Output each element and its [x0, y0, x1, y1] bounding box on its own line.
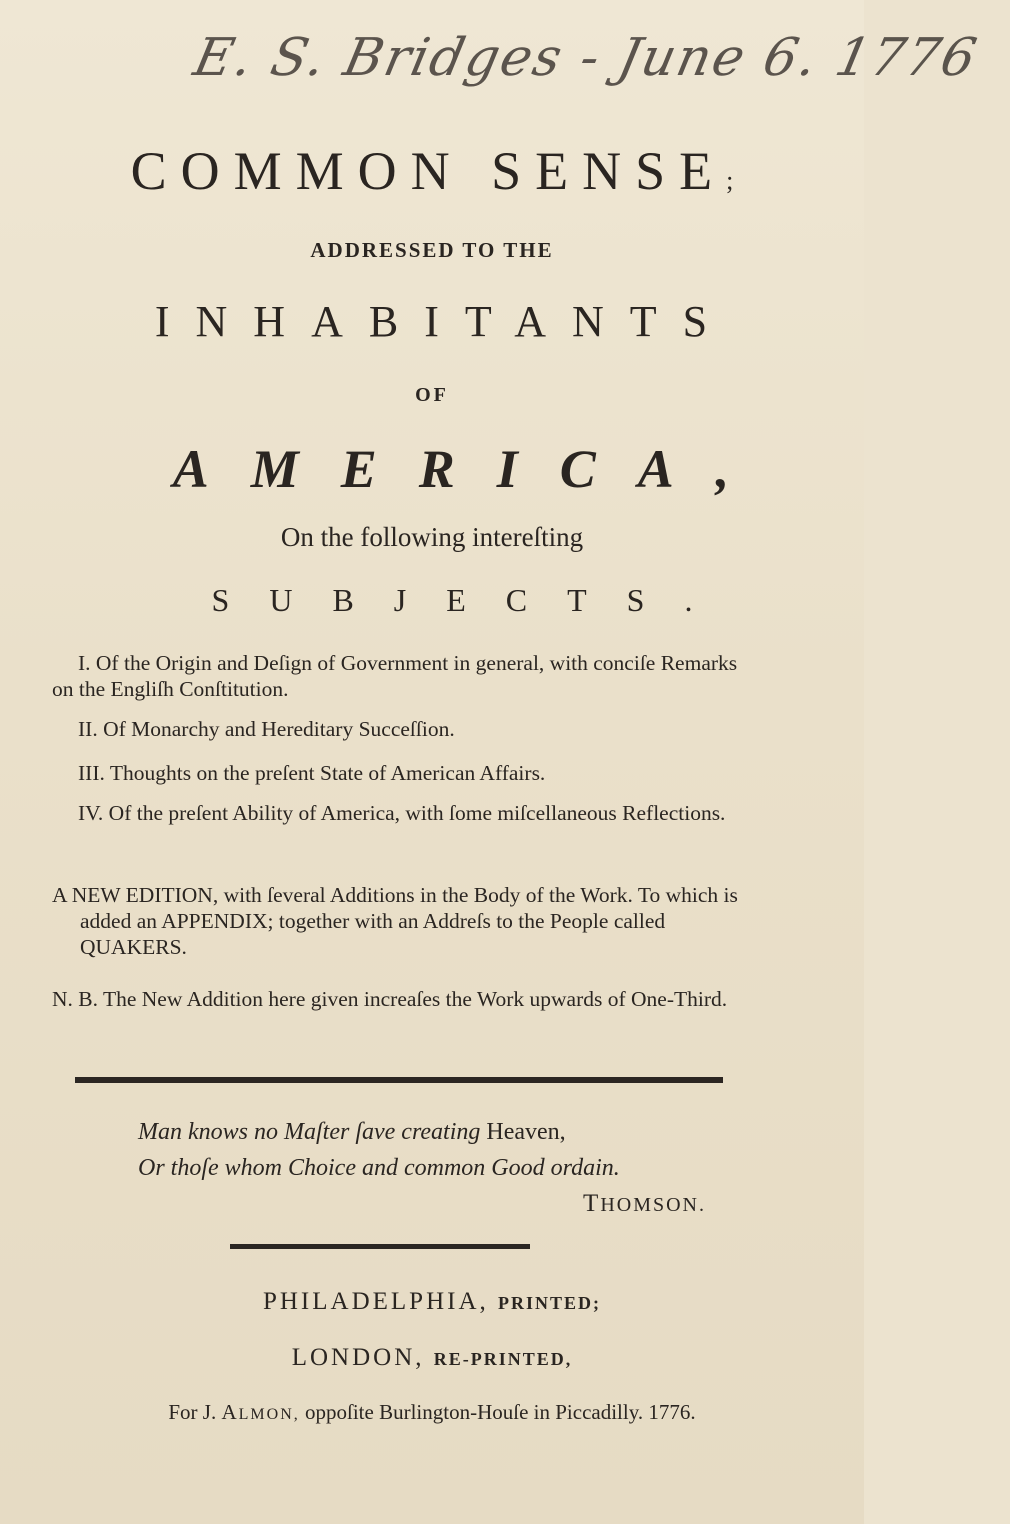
book-title: [0, 140, 864, 202]
publisher-name: [221, 1400, 299, 1424]
attribution-initial: T: [583, 1190, 601, 1217]
motto-line-1-roman: Heaven,: [486, 1119, 566, 1145]
addressed-line: ADDRESSED TO THE: [310, 238, 554, 262]
imprint-for: For J.: [168, 1400, 217, 1424]
imprint-city-1: PHILADELPHIA,: [262, 1288, 489, 1315]
inhabitants-line: INHABITANTS: [154, 297, 734, 346]
subjects-heading: SUBJECTS.: [211, 582, 733, 618]
america-line: AMERICA,: [172, 439, 772, 499]
imprint-philadelphia: [0, 1288, 864, 1316]
imprint-city-1-note: PRINTED;: [498, 1293, 602, 1313]
contents-item-2: II. Of Monarchy and Hereditary Succeſſion.: [78, 717, 455, 741]
contents-item-3: III. Thoughts on the preſent State of American Affairs.: [78, 761, 546, 785]
attribution-rest: HOMSON.: [600, 1194, 706, 1216]
publisher-rest: LMON,: [238, 1406, 300, 1423]
nb-note: N. B. The New Addition here given increaſes the Work upwards of One-Third.: [52, 987, 728, 1011]
handwritten-inscription: E. S. Bridges - June 6. 1776: [188, 28, 984, 88]
contents-item-4: IV. Of the preſent Ability of America, with ſome miſcellaneous Reflections.: [78, 801, 726, 825]
imprint-year: 1776.: [648, 1400, 696, 1424]
motto-line-1-italic: Man knows no Maſter ſave creating: [138, 1119, 481, 1145]
imprint-city-2-note: RE-PRINTED,: [433, 1349, 573, 1369]
imprint-london: [0, 1344, 864, 1372]
following-line: On the following intereſting: [280, 522, 584, 552]
title-main: COMMON SENSE: [130, 141, 727, 201]
divider-rule-bottom: [230, 1244, 530, 1249]
publisher-initial: A: [221, 1400, 239, 1424]
contents-item-1: I. Of the Origin and Deſign of Government in general, with conciſe Remarks on the Engliſh Conſtitution.: [52, 651, 738, 701]
imprint-address: oppoſite Burlington-Houſe in Piccadilly.: [305, 1400, 644, 1424]
motto-line-2: [138, 1150, 738, 1186]
divider-rule-top: [75, 1077, 723, 1083]
imprint-publisher-line: [0, 1400, 864, 1425]
motto-attribution: [583, 1190, 706, 1218]
motto-line-2-italic: Or thoſe whom Choice and common Good ordain.: [138, 1155, 620, 1181]
motto-line-1: [138, 1114, 738, 1150]
of-line: OF: [415, 384, 449, 406]
imprint-city-2: LONDON,: [291, 1344, 425, 1371]
title-end-mark: ;: [726, 166, 734, 195]
edition-note: A NEW EDITION, with ſeveral Additions in the Body of the Work. To which is added an APPENDIX; together with an Addreſs to the People called QUAKERS.: [52, 883, 738, 959]
